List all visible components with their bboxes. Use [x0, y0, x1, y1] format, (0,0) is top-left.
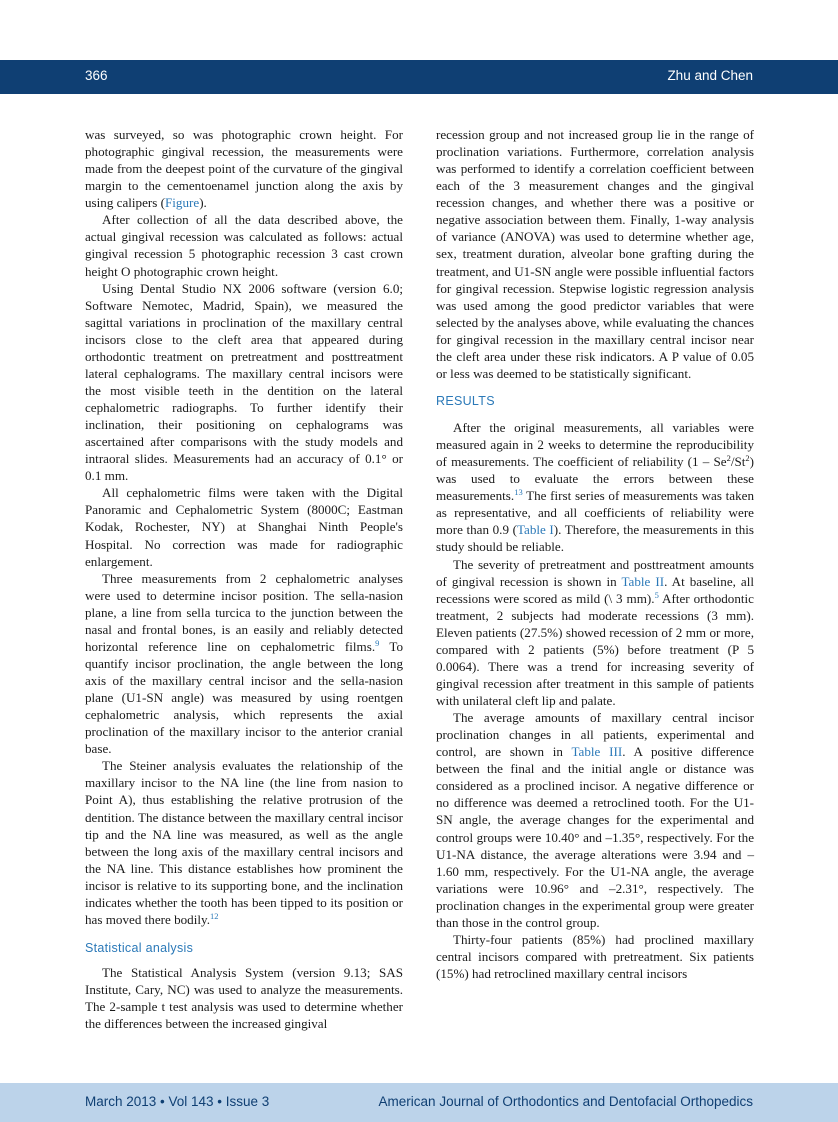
section-heading-statistical-analysis: Statistical analysis — [85, 940, 194, 955]
paragraph: After collection of all the data described above, the actual gingival recession was calculated as follows: actual gingival recession 5 photographic recession 3 cast crown height O photographic crown height. — [85, 212, 403, 279]
left-column — [85, 126, 403, 1032]
section-heading-results: RESULTS — [436, 393, 495, 408]
reference-link[interactable]: 12 — [209, 910, 219, 921]
paragraph: Using Dental Studio NX 2006 software (version 6.0; Software Nemotec, Madrid, Spain), we measured the sagittal variations in proclination of the maxillary central incisors close to the cleft area that appeared during orthodontic treatment on pretreatment and posttreatment lateral cephalograms. The maxillary central incisors were the most visible teeth in the dentition on the lateral cephalometric radiographs. To further identify their inclination, their positioning on cephalograms was ascertained after comparisons with the study models and intraoral slides. Measurements had an accuracy of 0.1° or 0.1 mm. — [85, 280, 403, 484]
reference-link[interactable]: 13 — [514, 487, 523, 498]
figure-link[interactable]: Figure — [165, 195, 200, 211]
paragraph: All cephalometric films were taken with the Digital Panoramic and Cephalometric System (8000C; Eastman Kodak, Rochester, NY) at Shanghai Ninth People's Hospital. No correction was made for radiographic enlargement. — [85, 485, 403, 569]
journal-name: American Journal of Orthodontics and Dentofacial Orthopedics — [378, 1094, 753, 1109]
right-column — [436, 126, 754, 982]
table-link[interactable]: Table III — [571, 744, 623, 760]
paragraph: recession group and not increased group lie in the range of proclination variations. Furthermore, correlation analysis was performed to identify a correlation coefficient between each of the 3 measurement changes and the gingival recession changes, and whether there was a positive or negative association between them. Finally, 1-way analysis of variance (ANOVA) was used to determine whether age, sex, treatment duration, alveolar bone grafting during the treatment, and U1-SN angle were possible influential factors for gingival recession. Stepwise logistic regression analysis was used among the good predictor variables that were selected by the analyses above, while evaluating the chances for gingival recession in the maxillary central incisor near the cleft area under these risk indicators. A P value of 0.05 or less was deemed to be statistically significant. — [436, 127, 754, 381]
table-link[interactable]: Table II — [621, 573, 665, 589]
reference-link[interactable]: 5 — [654, 589, 659, 600]
reference-link[interactable]: 9 — [375, 637, 380, 648]
paragraph: The Steiner analysis evaluates the relationship of the maxillary incisor to the NA line (the line from nasion to Point A), thus establishing the relative protrusion of the dentition. The distance between the maxillary central incisor tip and the NA line was measured, as well as the angle between the long axis of the maxillary central incisors and the NA line. This distance establishes how prominent the incisor is relative to its supporting bone, and the inclination indicates whether the tooth has been tipped to its position or has moved there bodily.$^{12}$ — [85, 758, 403, 927]
paragraph: The Statistical Analysis System (version 9.13; SAS Institute, Cary, NC) was used to analyze the measurements. The 2-sample t test analysis was used to determine whether the differences between the increased gingival — [85, 965, 403, 1032]
paragraph: The average amounts of maxillary central incisor proclination changes in all patients, experimental and control, are shown in Table III. A positive difference between the final and the initial angle or distance was considered as a proclined incisor. A negative difference or no difference was deemed a retroclined tooth. For the U1-SN angle, the average changes for the experimental and control groups were 10.40° and –1.35°, respectively. For the U1-NA distance, the average alterations were 3.94 and –1.60 mm, respectively. For the U1-NA angle, the average variations were 10.96° and –2.31°, respectively. The proclination changes in the experimental group were greater than those in the control group. — [436, 710, 754, 930]
paragraph: Three measurements from 2 cephalometric analyses were used to determine incisor position. The sella-nasion plane, a line from sella turcica to the junction between the nasal and frontal bones, is an easily and reliably detected horizontal reference line on cephalometric films.$^9$ To quantify incisor proclination, the angle between the long axis of the maxillary central incisor and the sella-nasion plane (U1-SN angle) was measured by using roentgen cephalometric analysis, which represents the axial proclination of the maxillary incisor to the anterior cranial base. — [85, 570, 404, 757]
issue-info: March 2013 • Vol 143 • Issue 3 — [85, 1094, 270, 1109]
page-number: 366 — [85, 68, 108, 83]
running-authors: Zhu and Chen — [667, 68, 753, 83]
paragraph: Thirty-four patients (85%) had proclined maxillary central incisors compared with pretreatment. Six patients (15%) had retroclined maxillary central incisors — [436, 931, 754, 981]
page-header — [0, 60, 838, 94]
paragraph: The severity of pretreatment and posttreatment amounts of gingival recession is shown in Table II. At baseline, all recessions were scored as mild (\ 3 mm).$^5$ After orthodontic treatment, 2 subjects had moderate recessions (3 mm). Eleven patients (27.5%) showed recession of 2 mm or more, compared with 2 patients (5%) before treatment (P 5 0.0064). There was a trend for increasing severity of gingival recession after treatment in this sample of patients with unilateral cleft lip and palate. — [436, 556, 754, 708]
paragraph: After the original measurements, all variables were measured again in 2 weeks to determine the reproducibility of measurements. The coefficient of reliability (1 – Se$^2$/St$^2$) was used to evaluate the errors between these measurements.$^{13}$ The first series of measurements was taken as representative, and all coefficients of reliability were more than 0.9 (Table I). Therefore, the measurements in this study should be reliable. — [436, 420, 754, 555]
paragraph: was surveyed, so was photographic crown height. For photographic gingival recession, the measurements were made from the deepest point of the curvature of the gingival margin to the cementoenamel junction along the axis by using calipers (Figure). — [85, 127, 403, 211]
table-link[interactable]: Table I — [516, 522, 554, 538]
page-footer — [0, 1083, 838, 1122]
